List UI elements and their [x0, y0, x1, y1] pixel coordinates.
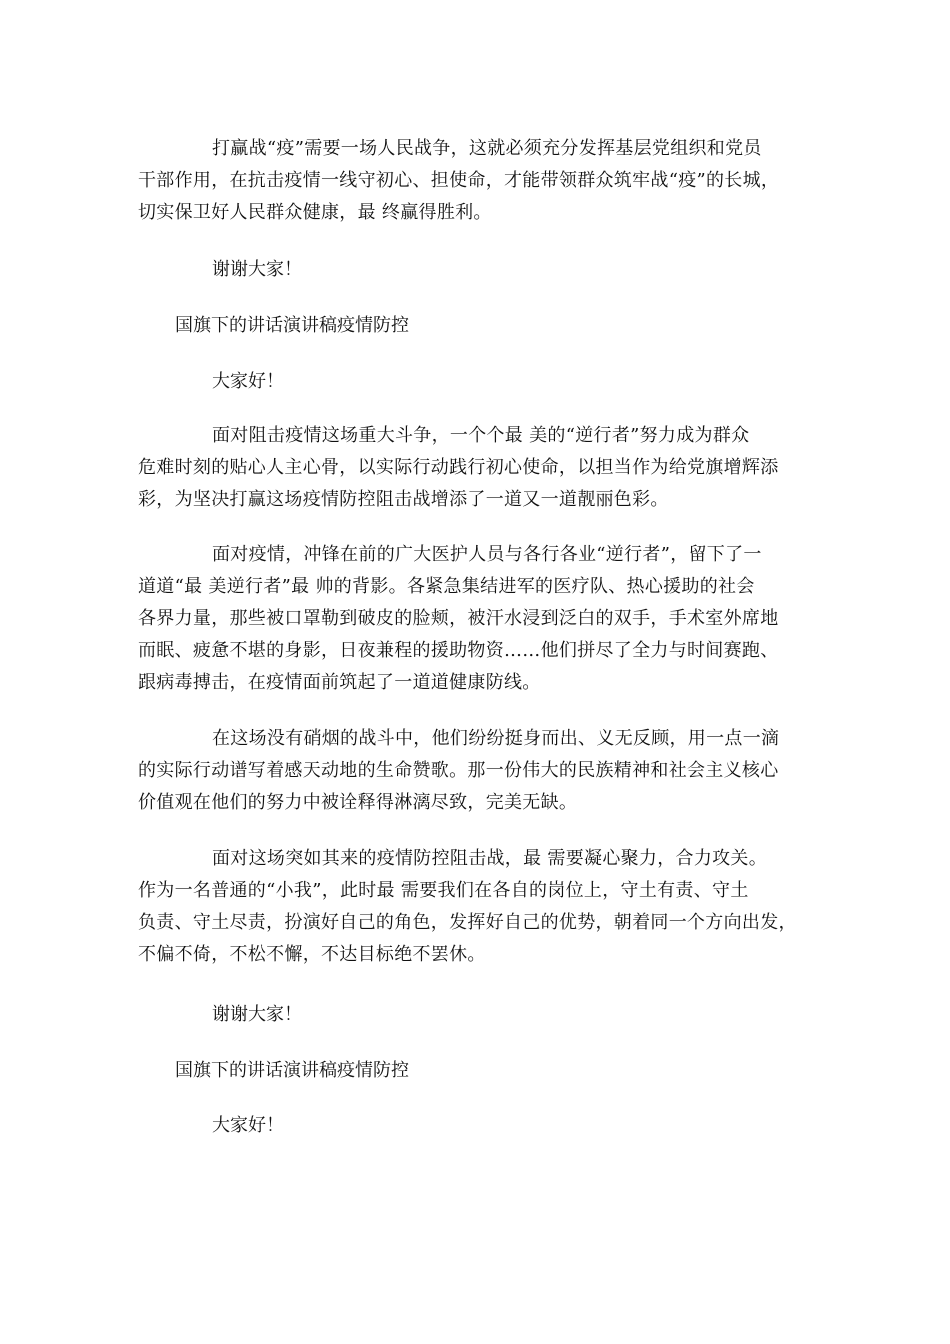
paragraph-line: 的实际行动谱写着感天动地的生命赞歌。那一份伟大的民族精神和社会主义核心	[138, 760, 779, 781]
paragraph-line: 面对疫情，冲锋在前的广大医护人员与各行各业“逆行者”，留下了一	[212, 544, 762, 565]
greeting-2: 大家好！	[212, 1115, 284, 1136]
closing-thanks-1: 谢谢大家！	[212, 259, 302, 280]
paragraph-line: 跟病毒搏击，在疫情面前筑起了一道道健康防线。	[138, 672, 541, 693]
paragraph-line: 打赢战“疫”需要一场人民战争，这就必须充分发挥基层党组织和党员	[212, 138, 762, 159]
paragraph-line: 面对阻击疫情这场重大斗争，一个个最 美的“逆行者”努力成为群众	[212, 425, 750, 446]
body-paragraph-2	[138, 420, 818, 516]
paragraph-line: 面对这场突如其来的疫情防控阻击战，最 需要凝心聚力，合力攻关。	[212, 848, 768, 869]
paragraph-line: 干部作用，在抗击疫情一线守初心、担使命，才能带领群众筑牢战“疫”的长城，	[138, 170, 780, 191]
paragraph-line: 危难时刻的贴心人主心骨，以实际行动践行初心使命，以担当作为给党旗增辉添	[138, 457, 779, 478]
body-paragraph-1	[138, 133, 818, 229]
body-paragraph-4	[138, 723, 818, 819]
speech-title-2: 国旗下的讲话演讲稿疫情防控	[175, 1060, 409, 1081]
body-paragraph-3	[138, 539, 818, 699]
paragraph-line: 彩，为坚决打赢这场疫情防控阻击战增添了一道又一道靓丽色彩。	[138, 489, 669, 510]
paragraph-line: 不偏不倚，不松不懈，不达目标绝不罢休。	[138, 944, 486, 965]
paragraph-line: 作为一名普通的“小我”，此时最 需要我们在各自的岗位上，守土有责、守土	[138, 880, 749, 901]
speech-title-1: 国旗下的讲话演讲稿疫情防控	[175, 315, 409, 336]
paragraph-line: 在这场没有硝烟的战斗中，他们纷纷挺身而出、义无反顾，用一点一滴	[212, 728, 780, 749]
closing-thanks-2: 谢谢大家！	[212, 1004, 302, 1025]
paragraph-line: 各界力量，那些被口罩勒到破皮的脸颊，被汗水浸到泛白的双手，手术室外席地	[138, 608, 779, 629]
paragraph-line: 负责、守土尽责，扮演好自己的角色，发挥好自己的优势，朝着同一个方向出发，	[138, 912, 797, 933]
paragraph-line: 切实保卫好人民群众健康，最 终赢得胜利。	[138, 202, 492, 223]
paragraph-line: 而眠、疲惫不堪的身影，日夜兼程的援助物资……他们拼尽了全力与时间赛跑、	[138, 640, 779, 661]
greeting-1: 大家好！	[212, 371, 284, 392]
body-paragraph-5	[138, 843, 818, 971]
paragraph-line: 价值观在他们的努力中被诠释得淋漓尽致，完美无缺。	[138, 792, 578, 813]
paragraph-line: 道道“最 美逆行者”最 帅的背影。各紧急集结进军的医疗队、热心援助的社会	[138, 576, 755, 597]
